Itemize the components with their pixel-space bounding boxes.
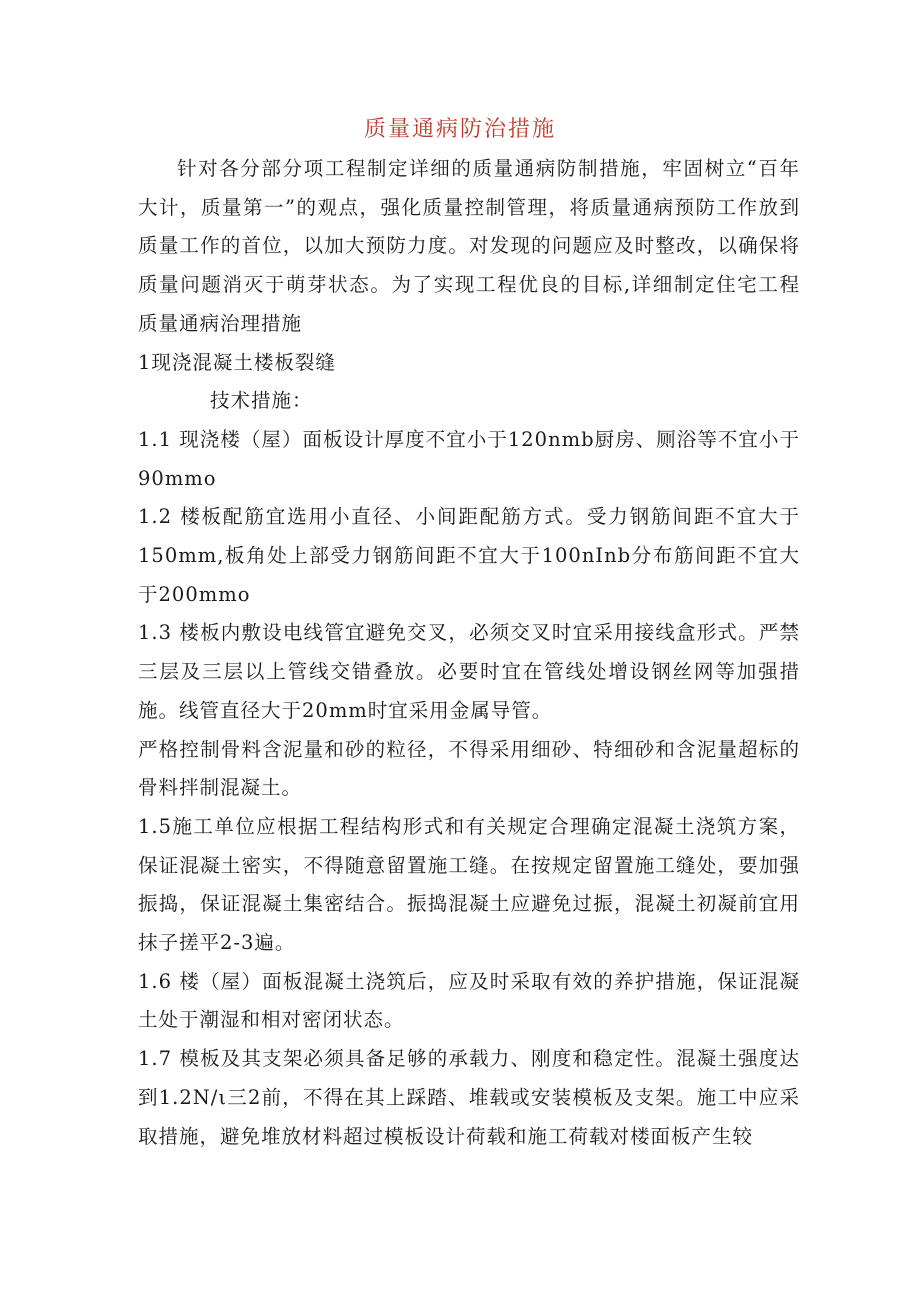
measure-paragraph: 1.6 楼（屋）面板混凝土浇筑后，应及时采取有效的养护措施，保证混凝土处于潮湿和相对密闭状态。 <box>138 969 800 1032</box>
measure-paragraph: 1.3 楼板内敷设电线管宜避免交叉，必须交叉时宜采用接线盒形式。严禁三层及三层以上管线交错叠放。必要时宜在管线处增设钢丝网等加强措施。线管直径大于20mm时宜采用金属导管。 <box>138 621 800 722</box>
measure-paragraph: 1.1 现浇楼（屋）面板设计厚度不宜小于120nmb厨房、厕浴等不宜小于90mmo <box>138 427 800 490</box>
measure-paragraph: 1.2 楼板配筋宜选用小直径、小间距配筋方式。受力钢筋间距不宜大于150mm,板角处上部受力钢筋间距不宜大于100nInb分布筋间距不宜大于200mmo <box>138 505 800 606</box>
measure-paragraph: 1.5施工单位应根据工程结构形式和有关规定合理确定混凝土浇筑方案，保证混凝土密实，不得随意留置施工缝。在按规定留置施工缝处，要加强振捣，保证混凝土集密结合。振捣混凝土应避免过振，混凝土初凝前宜用抹子搓平2-3遍。 <box>138 814 800 955</box>
section-heading: 1现浇混凝土楼板裂缝 <box>138 350 336 374</box>
document-title: 质量通病防治措施 <box>363 117 556 142</box>
measure-paragraph: 1.7 模板及其支架必须具备足够的承载力、刚度和稳定性。混凝土强度达到1.2N/ι三2前，不得在其上踩踏、堆载或安装模板及支架。施工中应采取措施，避免堆放材料超过模板设计荷载和施工荷载对楼面板产生较 <box>138 1047 800 1148</box>
document-body <box>138 150 800 1156</box>
measure-paragraph: 严格控制骨料含泥量和砂的粒径，不得采用细砂、特细砂和含泥量超标的骨料拌制混凝土。 <box>138 737 800 800</box>
technical-measures-heading: 技术措施： <box>210 389 313 413</box>
intro-paragraph: 针对各分部分项工程制定详细的质量通病防制措施，牢固树立“百年大计，质量第一”的观点，强化质量控制管理，将质量通病预防工作放到质量工作的首位，以加大预防力度。对发现的问题应及时整改，以确保将质量问题消灭于萌芽状态。为了实现工程优良的目标,详细制定住宅工程质量通病治理措施 <box>138 157 800 335</box>
